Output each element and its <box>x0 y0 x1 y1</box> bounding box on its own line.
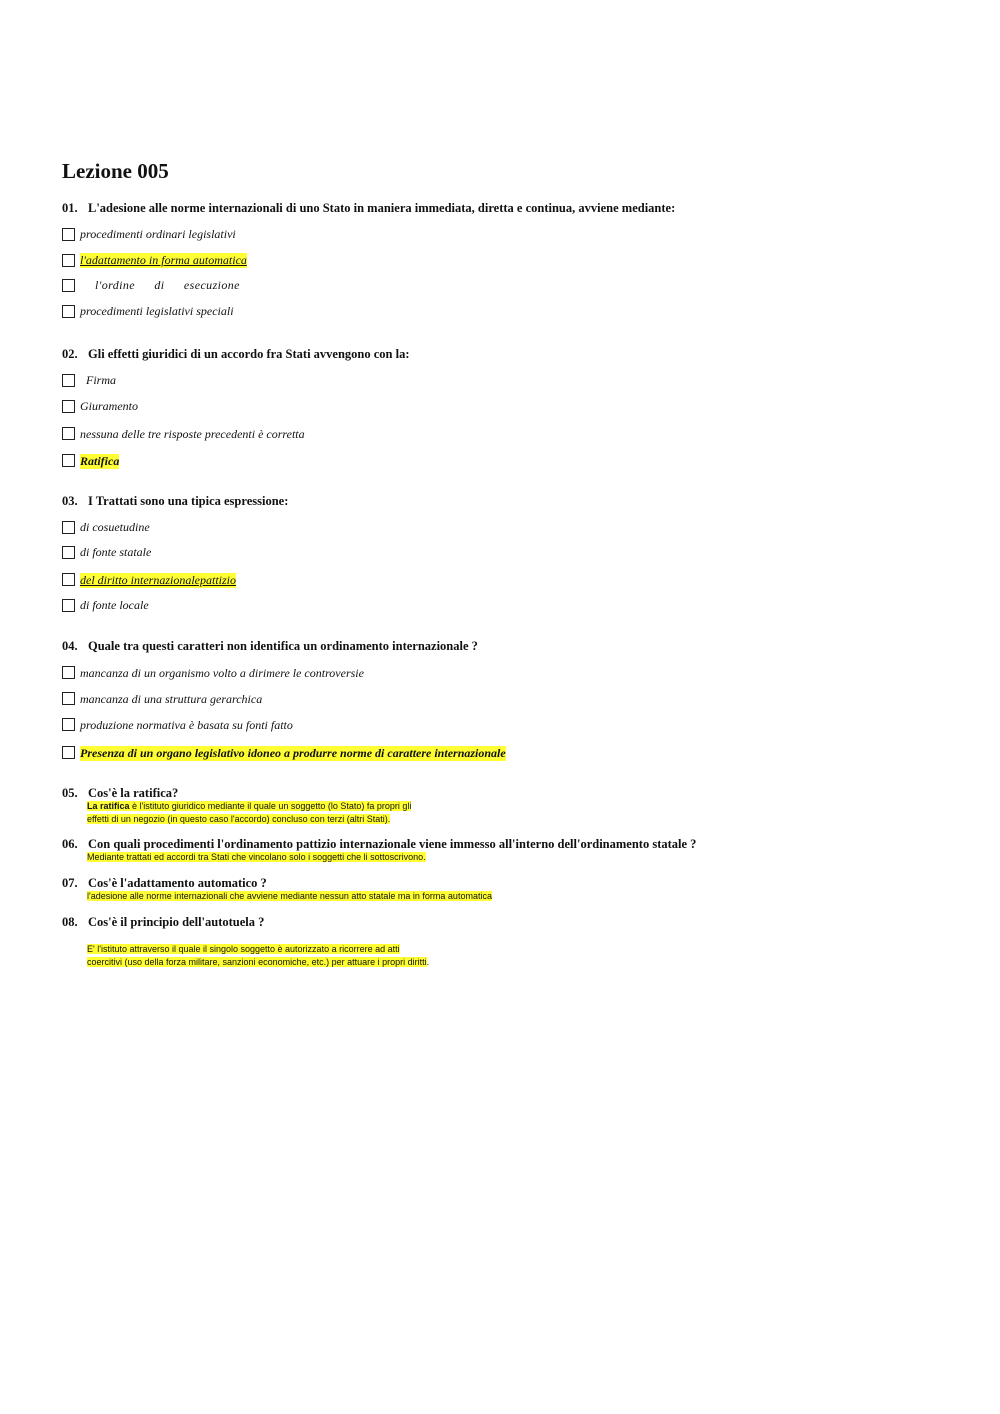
answer-checkbox[interactable] <box>62 305 75 318</box>
question-number: 06. <box>62 837 78 851</box>
answer-checkbox[interactable] <box>62 666 75 679</box>
question-number: 01. <box>62 201 78 215</box>
answer-checkbox[interactable] <box>62 599 75 612</box>
question-text: Quale tra questi caratteri non identifica un ordinamento internazionale ? <box>88 639 478 653</box>
question-7 <box>62 876 267 891</box>
answer-checkbox[interactable] <box>62 573 75 586</box>
option-text: mancanza di una struttura gerarchica <box>80 692 263 706</box>
answer-line: Mediante trattati ed accordi tra Stati che vincolano solo i soggetti che li sottoscrivono. <box>87 852 426 862</box>
option-text: procedimenti ordinari legislativi <box>80 227 236 241</box>
question-text: Cos'è l'adattamento automatico ? <box>88 876 267 890</box>
answer-checkbox[interactable] <box>62 692 75 705</box>
question-text: I Trattati sono una tipica espressione: <box>88 494 289 508</box>
option-text: di fonte statale <box>80 545 152 559</box>
answer-text <box>87 851 426 864</box>
correct-option-text: l'adattamento in forma automatica <box>80 253 247 267</box>
answer-text <box>87 943 429 969</box>
question-number: 08. <box>62 915 78 929</box>
page-title: Lezione 005 <box>62 159 169 183</box>
correct-option-text: Ratifica <box>80 454 120 468</box>
question-number: 04. <box>62 639 78 653</box>
question-3 <box>62 494 288 509</box>
option-text: produzione normativa è basata su fonti fatto <box>80 718 293 732</box>
answer-line: E' l'istituto attraverso il quale il singolo soggetto è autorizzato a ricorrere ad atti <box>87 944 400 954</box>
correct-option-text: Presenza di un organo legislativo idoneo a produrre norme di carattere internazionale <box>80 746 506 760</box>
question-number: 05. <box>62 786 78 800</box>
option-text: di cosuetudine <box>80 520 150 534</box>
answer-checkbox[interactable] <box>62 718 75 731</box>
answer-text <box>87 890 492 903</box>
option-text: procedimenti legislativi speciali <box>80 304 234 318</box>
answer-line: è l'istituto giuridico mediante il quale un soggetto (lo Stato) fa propri gli <box>129 801 412 811</box>
answer-checkbox[interactable] <box>62 521 75 534</box>
option-text: l'ordine di esecuzione <box>95 278 240 292</box>
answer-tail: . <box>426 957 430 967</box>
answer-checkbox[interactable] <box>62 374 75 387</box>
answer-checkbox[interactable] <box>62 427 75 440</box>
question-text: Gli effetti giuridici di un accordo fra Stati avvengono con la: <box>88 347 410 361</box>
answer-checkbox[interactable] <box>62 746 75 759</box>
question-text: Con quali procedimenti l'ordinamento pattizio internazionale viene immesso all'interno dell'ordinamento statale ? <box>88 837 697 851</box>
question-2 <box>62 347 410 362</box>
question-text: L'adesione alle norme internazionali di uno Stato in maniera immediata, diretta e continua, avviene mediante: <box>88 201 676 215</box>
answer-checkbox[interactable] <box>62 254 75 267</box>
answer-line: l'adesione alle norme internazionali che avviene mediante nessun atto statale ma in forma automatica <box>87 891 492 901</box>
question-5 <box>62 786 178 801</box>
answer-line: effetti di un negozio (in questo caso l'accordo) concluso con terzi (altri Stati). <box>87 814 391 824</box>
question-number: 07. <box>62 876 78 890</box>
answer-checkbox[interactable] <box>62 400 75 413</box>
answer-checkbox[interactable] <box>62 279 75 292</box>
option-text: di fonte locale <box>80 598 149 612</box>
option-text: mancanza di un organismo volto a dirimere le controversie <box>80 666 364 680</box>
answer-checkbox[interactable] <box>62 228 75 241</box>
question-4 <box>62 639 478 654</box>
answer-line: coercitivi (uso della forza militare, sanzioni economiche, etc.) per attuare i propri diritti <box>87 957 427 967</box>
answer-text <box>87 800 411 826</box>
answer-bold: La ratifica <box>87 801 130 811</box>
question-8 <box>62 915 264 930</box>
question-number: 02. <box>62 347 78 361</box>
option-text: Firma <box>86 373 116 387</box>
question-text: Cos'è la ratifica? <box>88 786 179 800</box>
question-text: Cos'è il principio dell'autotuela ? <box>88 915 265 929</box>
answer-checkbox[interactable] <box>62 546 75 559</box>
option-text: Giuramento <box>80 399 138 413</box>
question-number: 03. <box>62 494 78 508</box>
option-text: nessuna delle tre risposte precedenti è corretta <box>80 427 305 441</box>
question-1 <box>62 201 675 216</box>
correct-option-text: del diritto internazionalepattizio <box>80 573 236 587</box>
question-6 <box>62 837 696 852</box>
answer-checkbox[interactable] <box>62 454 75 467</box>
